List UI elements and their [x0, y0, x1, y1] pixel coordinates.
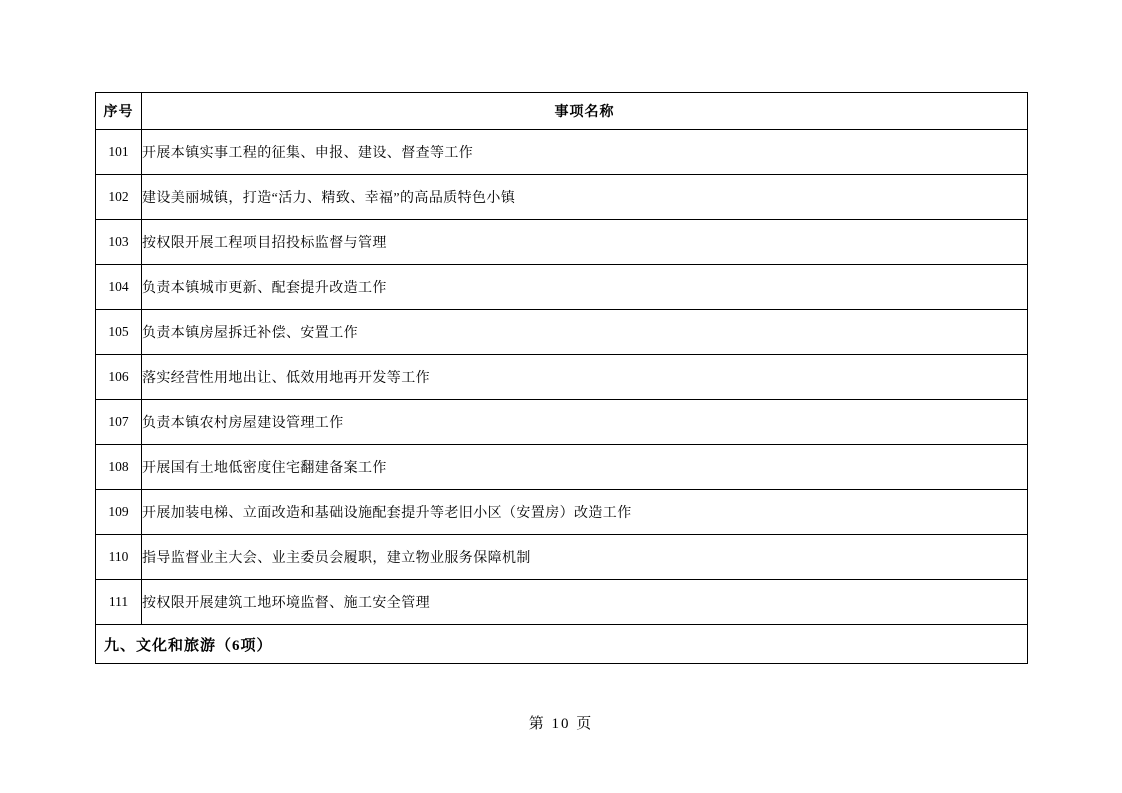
cell-no: 108	[96, 445, 142, 490]
cell-name: 负责本镇农村房屋建设管理工作	[142, 400, 1028, 445]
table-row	[96, 400, 1028, 445]
cell-name: 指导监督业主大会、业主委员会履职，建立物业服务保障机制	[142, 535, 1028, 580]
cell-no: 111	[96, 580, 142, 625]
cell-name: 开展本镇实事工程的征集、申报、建设、督查等工作	[142, 130, 1028, 175]
table-row	[96, 535, 1028, 580]
cell-name: 开展国有土地低密度住宅翻建备案工作	[142, 445, 1028, 490]
table-row	[96, 580, 1028, 625]
table-row	[96, 310, 1028, 355]
cell-no: 107	[96, 400, 142, 445]
cell-name: 按权限开展工程项目招投标监督与管理	[142, 220, 1028, 265]
column-header-no: 序号	[96, 93, 142, 130]
cell-no: 102	[96, 175, 142, 220]
cell-name: 负责本镇城市更新、配套提升改造工作	[142, 265, 1028, 310]
table-row	[96, 490, 1028, 535]
section-heading-row	[96, 625, 1028, 664]
cell-no: 104	[96, 265, 142, 310]
section-heading: 九、文化和旅游（6项）	[96, 625, 1028, 664]
table-header-row	[96, 93, 1028, 130]
page-number: 第 10 页	[528, 716, 594, 732]
table-row	[96, 175, 1028, 220]
table-row	[96, 265, 1028, 310]
items-table	[95, 92, 1028, 664]
cell-no: 103	[96, 220, 142, 265]
column-header-name: 事项名称	[142, 93, 1028, 130]
cell-name: 按权限开展建筑工地环境监督、施工安全管理	[142, 580, 1028, 625]
cell-no: 110	[96, 535, 142, 580]
cell-no: 109	[96, 490, 142, 535]
table-row	[96, 220, 1028, 265]
cell-name: 负责本镇房屋拆迁补偿、安置工作	[142, 310, 1028, 355]
cell-name: 建设美丽城镇，打造“活力、精致、幸福”的高品质特色小镇	[142, 175, 1028, 220]
cell-no: 105	[96, 310, 142, 355]
cell-name: 开展加装电梯、立面改造和基础设施配套提升等老旧小区（安置房）改造工作	[142, 490, 1028, 535]
cell-no: 101	[96, 130, 142, 175]
table-row	[96, 445, 1028, 490]
cell-name: 落实经营性用地出让、低效用地再开发等工作	[142, 355, 1028, 400]
table-row	[96, 130, 1028, 175]
table-row	[96, 355, 1028, 400]
cell-no: 106	[96, 355, 142, 400]
